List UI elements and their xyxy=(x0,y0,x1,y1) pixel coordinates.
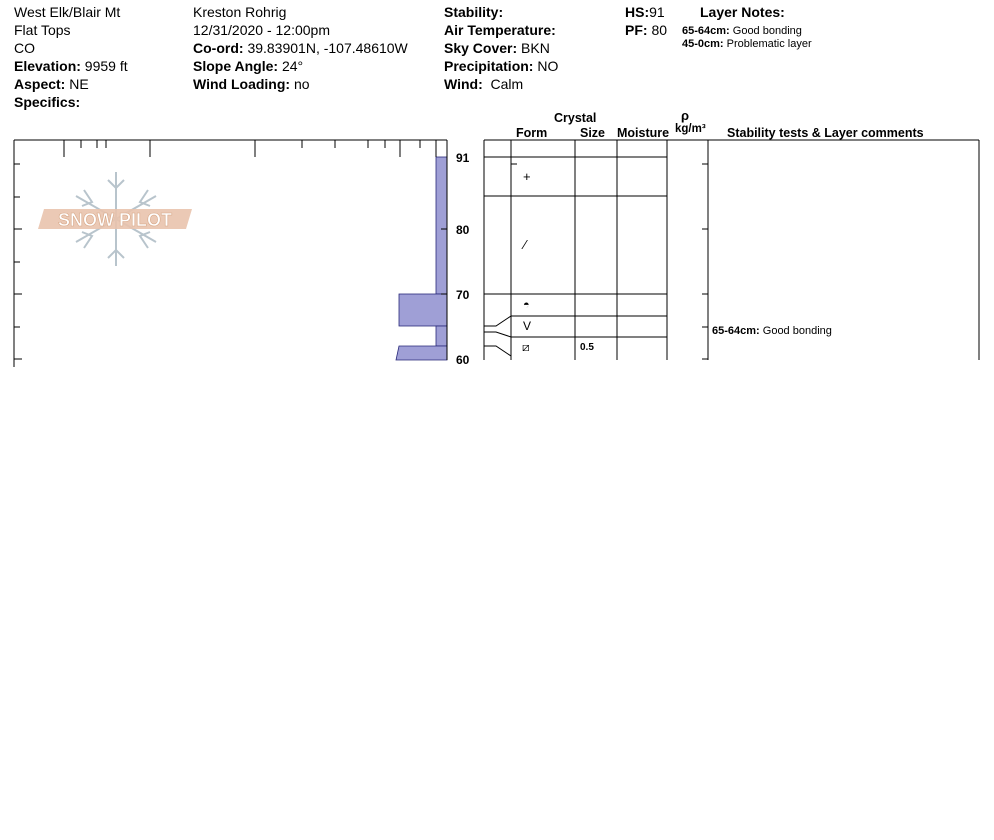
moisture-header: Moisture xyxy=(617,126,670,140)
stability-comments-header: Stability tests & Layer comments xyxy=(727,126,924,140)
hs-label: HS: xyxy=(625,4,650,20)
sky-value: BKN xyxy=(521,40,550,56)
density-rho-header: ρ xyxy=(681,108,690,123)
hardness-bar xyxy=(436,326,447,346)
snow-pilot-logo xyxy=(38,172,192,266)
grain-form-icon: ◓ xyxy=(523,299,530,311)
aspect-label: Aspect: xyxy=(14,76,66,92)
crystal-header: Crystal xyxy=(554,111,597,125)
grain-size-value: 0.5 xyxy=(580,342,594,353)
layer-note-text: Good bonding xyxy=(732,25,802,37)
elevation-label: Elevation: xyxy=(14,58,81,74)
layer-note-range: 45-0cm: xyxy=(682,38,724,50)
layer-note-text: Problematic layer xyxy=(726,38,812,50)
grain-form-icon: ⁄ xyxy=(524,237,527,252)
state-name: CO xyxy=(14,40,35,56)
pf-value: 80 xyxy=(651,22,668,38)
layer-note-range: 65-64cm: xyxy=(682,25,730,37)
coord-label: Co-ord: xyxy=(193,40,244,56)
specifics-label: Specifics: xyxy=(14,94,81,110)
location-name: West Elk/Blair Mt xyxy=(14,4,121,20)
depth-label: 80 xyxy=(456,223,470,237)
logo-text: SNOW PILOT xyxy=(58,210,172,230)
precip-label: Precipitation: xyxy=(444,58,534,74)
sky-label: Sky Cover: xyxy=(444,40,518,56)
precip-value: NO xyxy=(537,58,559,74)
layer-comment-text: Good bonding xyxy=(762,325,832,337)
wind-label: Wind: xyxy=(444,76,483,92)
pf-label: PF: xyxy=(625,22,648,38)
hardness-bar xyxy=(399,294,447,326)
layer-comment-range: 65-64cm: xyxy=(712,325,760,337)
hardness-profile xyxy=(396,157,447,360)
hs-value: 91 xyxy=(649,4,665,20)
grain-form-icon: + xyxy=(523,169,531,184)
hardness-graph-frame xyxy=(14,140,447,367)
depth-label: 60 xyxy=(456,353,470,367)
air-temp-label: Air Temperature: xyxy=(444,22,556,38)
wind-loading-value: no xyxy=(293,76,310,92)
area-name: Flat Tops xyxy=(14,22,71,38)
slope-value: 24° xyxy=(281,58,304,74)
observer-name: Kreston Rohrig xyxy=(193,4,287,20)
size-header: Size xyxy=(580,126,606,140)
layer-comment xyxy=(712,325,832,338)
hardness-bar xyxy=(436,157,447,294)
density-unit-header: kg/m³ xyxy=(675,123,706,135)
form-header: Form xyxy=(516,126,548,140)
elevation-value: 9959 ft xyxy=(84,58,128,74)
wind-value: Calm xyxy=(490,76,524,92)
grain-form-icon: V xyxy=(523,319,532,333)
aspect-value: NE xyxy=(69,76,89,92)
depth-label: 91 xyxy=(456,151,470,165)
grain-form-icon: ⧄ xyxy=(522,340,530,354)
depth-label: 70 xyxy=(456,288,470,302)
wind-loading-label: Wind Loading: xyxy=(193,76,291,92)
layer-notes-title: Layer Notes: xyxy=(700,4,785,20)
obs-datetime: 12/31/2020 - 12:00pm xyxy=(193,22,330,38)
depth-axis xyxy=(456,151,470,367)
coord-value: 39.83901N, -107.48610W xyxy=(247,40,408,56)
stability-label: Stability: xyxy=(444,4,504,20)
hardness-bar xyxy=(396,346,447,360)
slope-label: Slope Angle: xyxy=(193,58,279,74)
